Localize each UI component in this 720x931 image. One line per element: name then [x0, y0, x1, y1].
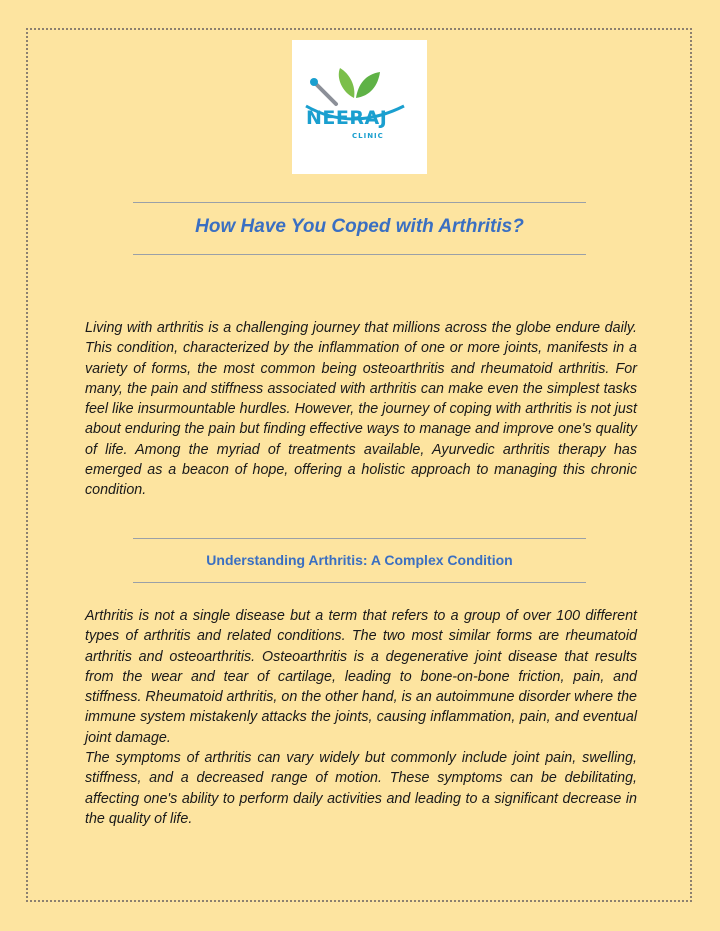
section-rule-bottom [133, 582, 586, 583]
intro-paragraph [85, 318, 637, 501]
clinic-logo [292, 40, 427, 174]
intro-text: Living with arthritis is a challenging journey that millions across the globe endure daily. This condition, characterized by the inflammation of one or more joints, manifests in a variety of forms, the most common being osteoarthritis and rheumatoid arthritis. For many, the pain and stiffness associated with arthritis can make even the simplest tasks feel like insurmountable hurdles. However, the journey of coping with arthritis is not just about enduring the pain but finding effective ways to manage and improve one's quality of life. Among the myriad of treatments available, Ayurvedic arthritis therapy has emerged as a beacon of hope, offering a holistic approach to managing this chronic condition. [85, 320, 637, 499]
section-paragraph-2: The symptoms of arthritis can vary widely but commonly include joint pain, swelling, stiffness, and a decreased range of motion. These symptoms can be debilitating, affecting one's ability to perform daily activities and leading to a significant decrease in the quality of life. [85, 750, 637, 827]
page-title: How Have You Coped with Arthritis? [195, 216, 524, 237]
logo-subtitle: CLINIC [352, 132, 384, 140]
section-rule-top [133, 538, 586, 539]
section-heading: Understanding Arthritis: A Complex Condition [206, 552, 513, 568]
logo-wordmark: NEERAJ [306, 107, 388, 129]
title-rule-top [133, 202, 586, 203]
title-rule-bottom [133, 254, 586, 255]
section-paragraph-1: Arthritis is not a single disease but a term that refers to a group of over 100 different types of arthritis and related conditions. The two most similar forms are rheumatoid arthritis and osteoarthritis. Osteoarthritis is a degenerative joint disease that results from the wear and tear of cartilage, leading to bone-on-bone friction, pain, and stiffness. Rheumatoid arthritis, on the other hand, is an autoimmune disorder where the immune system mistakenly attacks the joints, causing inflammation, pain, and eventual joint damage. [85, 608, 637, 746]
section-body [85, 606, 637, 829]
